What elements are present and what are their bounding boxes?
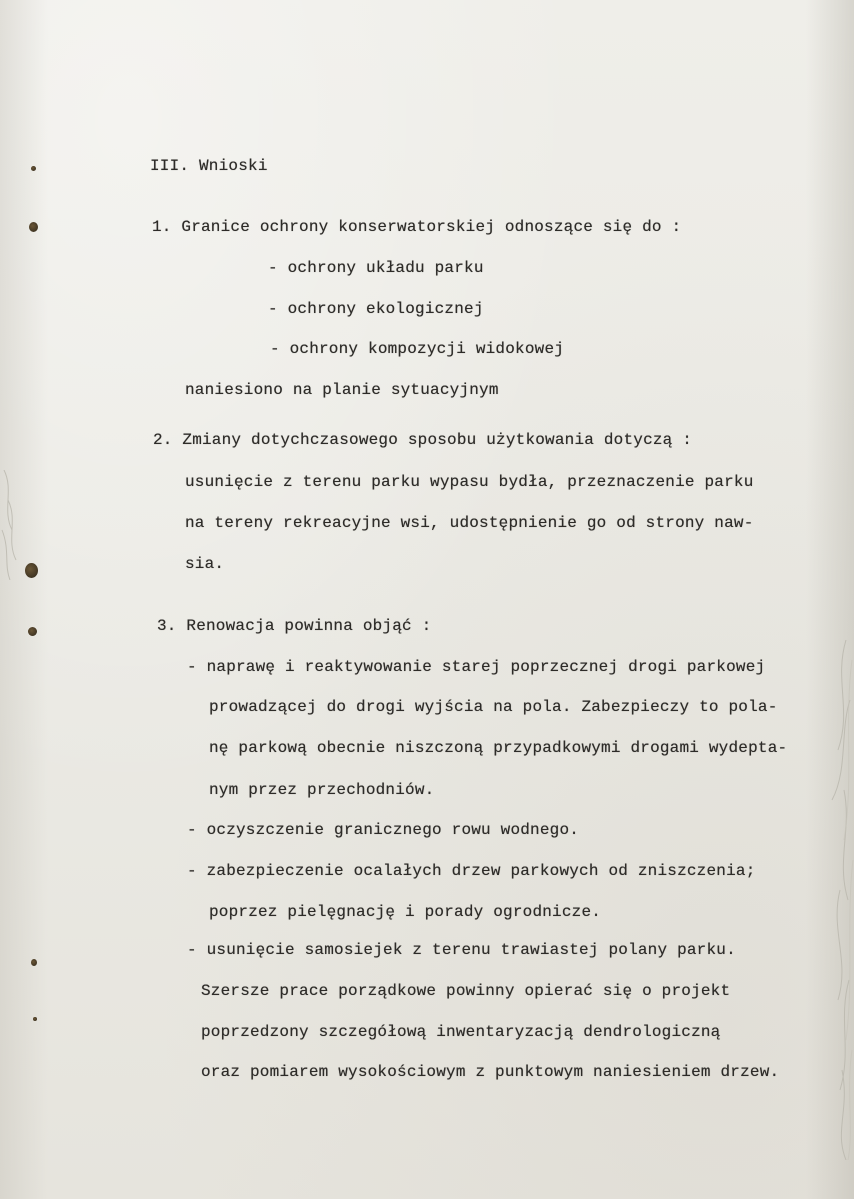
point-3-line: - oczyszczenie granicznego rowu wodnego.: [187, 821, 580, 839]
point-3-line: nym przez przechodniów.: [209, 781, 435, 799]
point-2-line: sia.: [185, 555, 225, 573]
point-3-line: poprzez pielęgnację i porady ogrodnicze.: [209, 903, 602, 921]
point-3-line: nę parkową obecnie niszczoną przypadkowymi drogami wydepta-: [209, 739, 788, 757]
point-3-line: prowadzącej do drogi wyjścia na pola. Zabezpieczy to pola-: [209, 698, 778, 716]
point-3-line: - naprawę i reaktywowanie starej poprzecznej drogi parkowej: [187, 658, 766, 676]
point-3-line: Szersze prace porządkowe powinny opierać się o projekt: [201, 982, 731, 1000]
point-1-closing: naniesiono na planie sytuacyjnym: [185, 381, 499, 399]
point-1-item: - ochrony kompozycji widokowej: [270, 340, 565, 358]
point-2-line: na tereny rekreacyjne wsi, udostępnienie go od strony naw-: [185, 514, 754, 532]
torn-edge-fibers-left: [0, 470, 30, 580]
punch-mark: [31, 166, 36, 171]
torn-edge-fibers-right: [794, 640, 854, 1160]
point-2-line: usunięcie z terenu parku wypasu bydła, przeznaczenie parku: [185, 473, 754, 491]
point-1-item: - ochrony układu parku: [268, 259, 484, 277]
point-2-line: 2. Zmiany dotychczasowego sposobu użytkowania dotyczą :: [153, 431, 693, 449]
paper-left-shadow: [0, 0, 48, 1199]
punch-mark: [33, 1017, 37, 1021]
point-3-line: oraz pomiarem wysokościowym z punktowym naniesieniem drzew.: [201, 1063, 780, 1081]
point-3-line: poprzedzony szczegółową inwentaryzacją dendrologiczną: [201, 1023, 721, 1041]
punch-mark: [31, 959, 37, 966]
point-3-line: - usunięcie samosiejek z terenu trawiastej polany parku.: [187, 941, 736, 959]
point-1-item: - ochrony ekologicznej: [268, 300, 484, 318]
punch-hole: [25, 563, 38, 578]
point-1-lead: 1. Granice ochrony konserwatorskiej odnoszące się do :: [152, 218, 682, 236]
punch-hole: [28, 627, 37, 636]
point-3-lead: 3. Renowacja powinna objąć :: [157, 617, 432, 635]
point-3-line: - zabezpieczenie ocalałych drzew parkowych od zniszczenia;: [187, 862, 756, 880]
punch-hole: [29, 222, 38, 232]
section-heading: III. Wnioski: [150, 157, 268, 175]
